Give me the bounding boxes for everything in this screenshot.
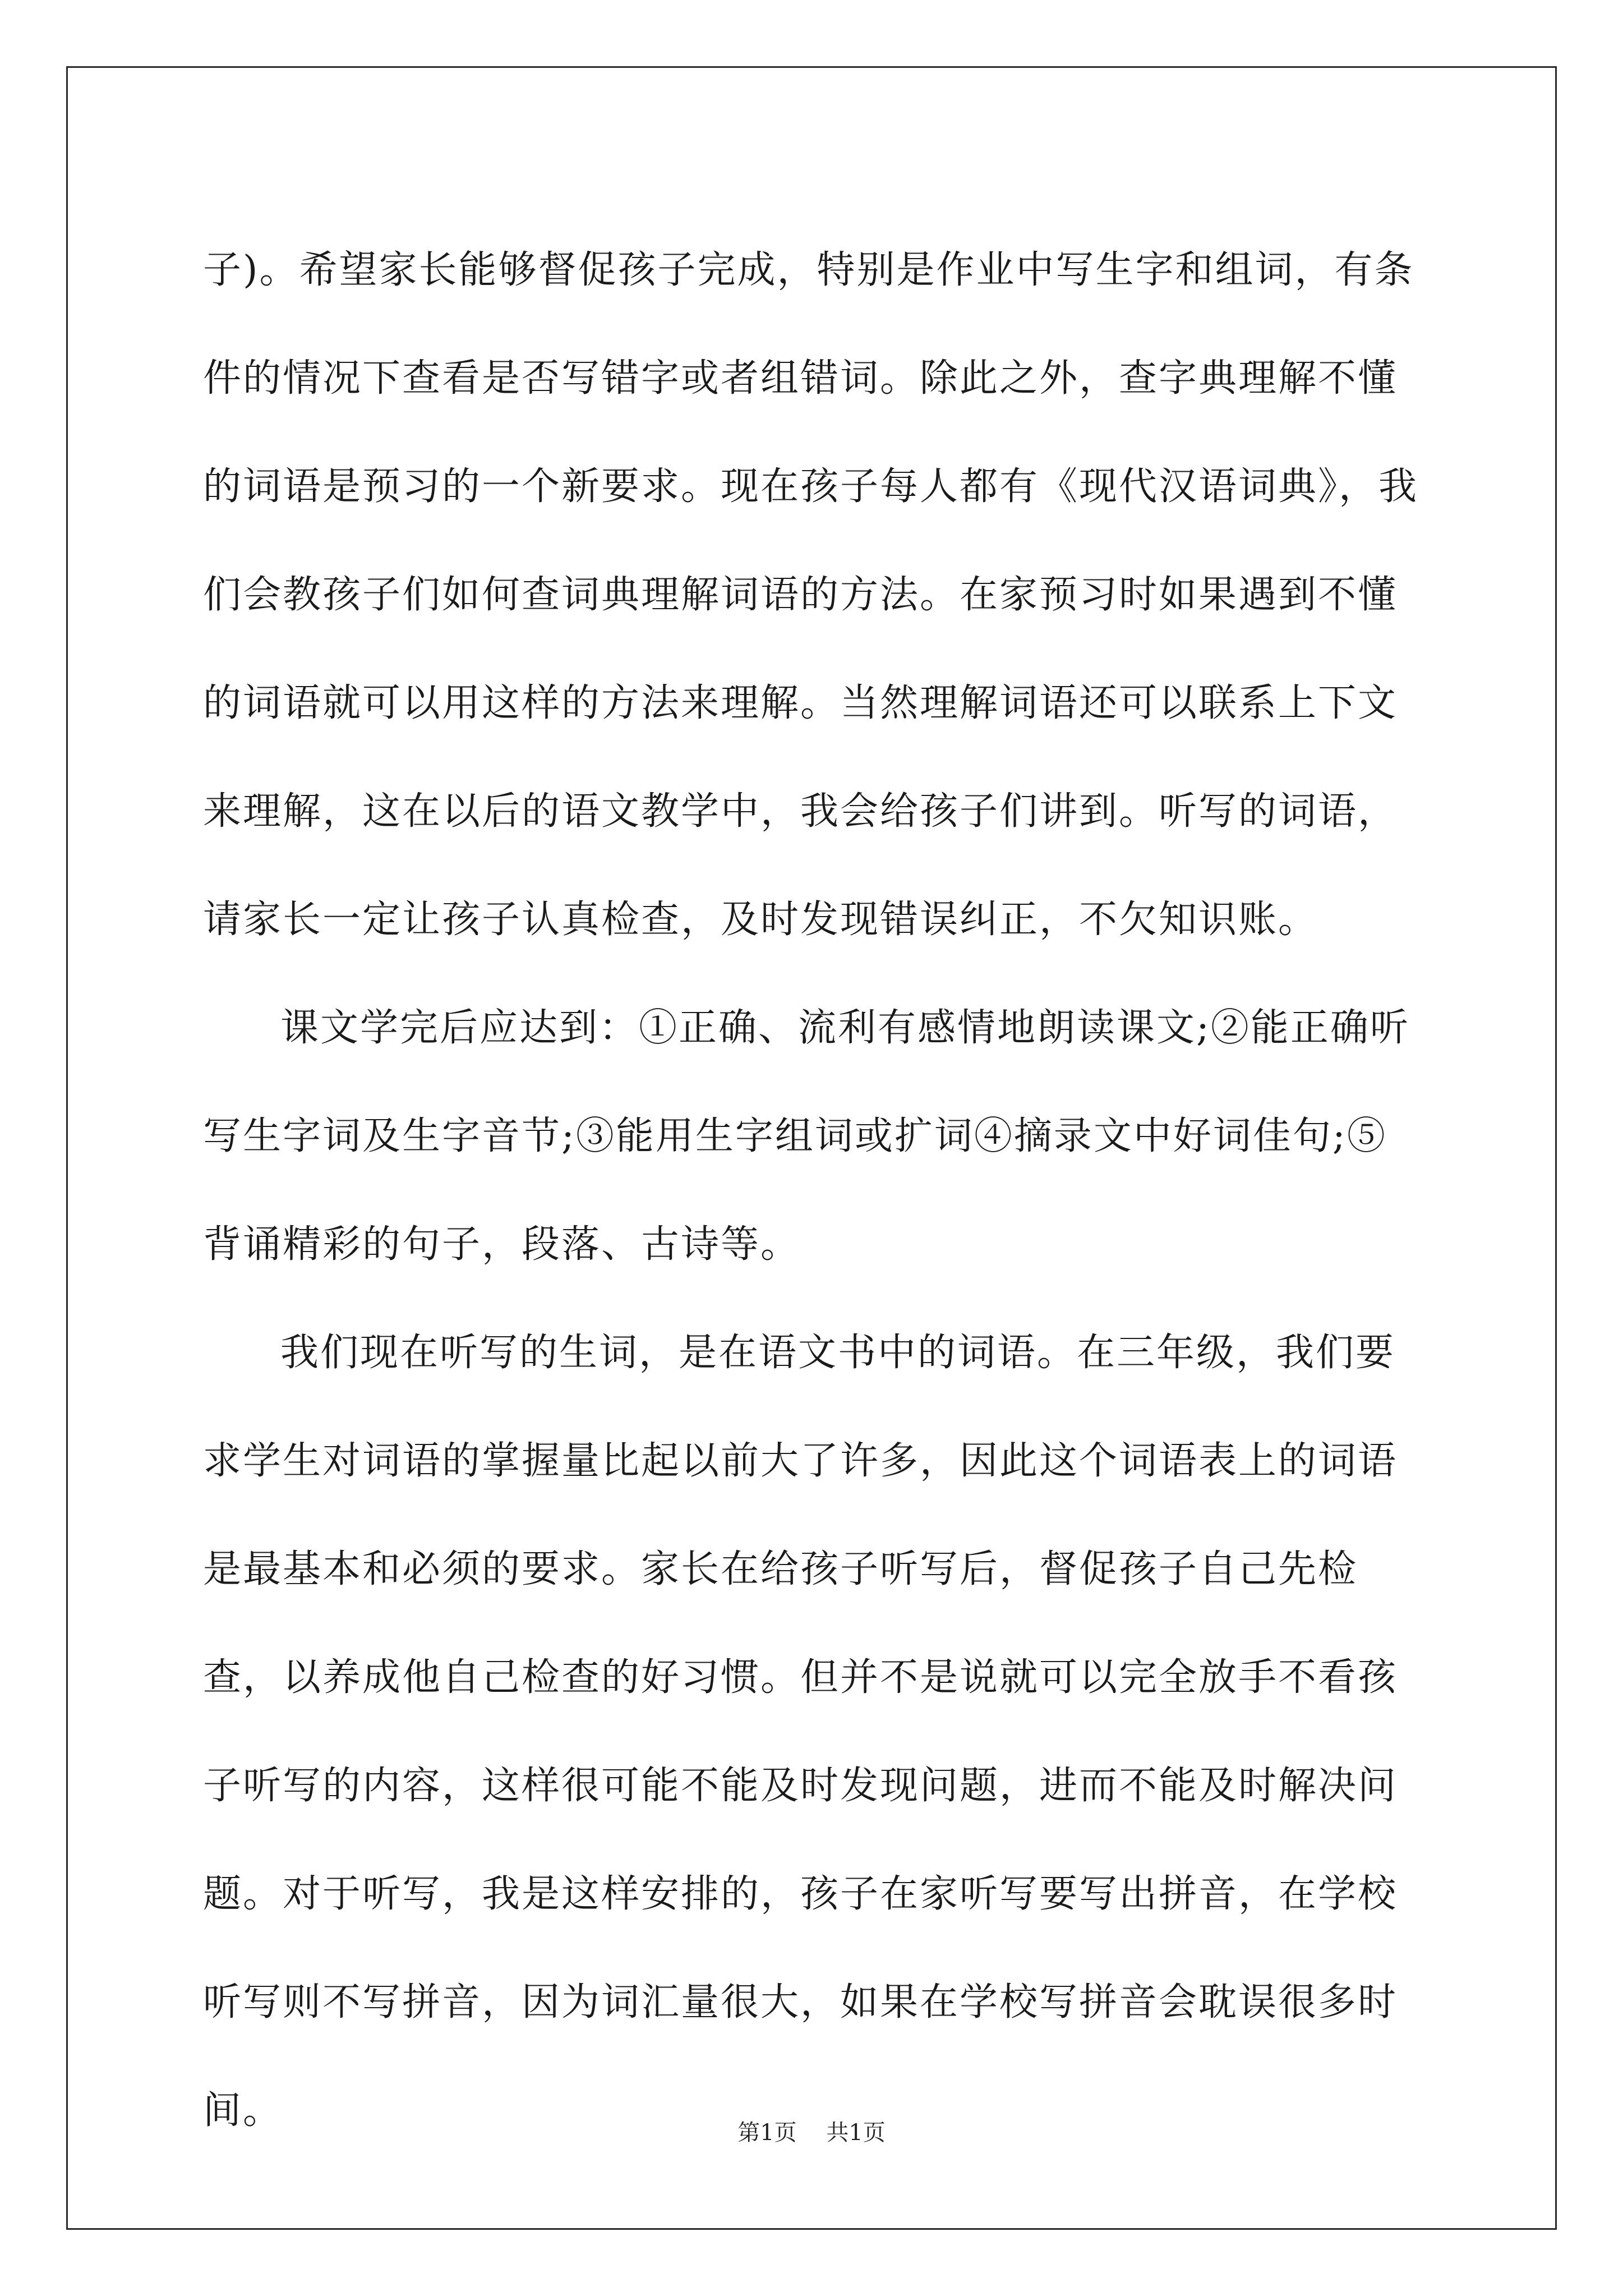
paragraph-1: 子)。希望家长能够督促孩子完成，特别是作业中写生字和组词，有条件的情况下查看是否写错字或者组错词。除此之外，查字典理解不懂的词语是预习的一个新要求。现在孩子每人都有《现代汉语词典》，我们会教孩子们如何查词典理解词语的方法。在家预习时如果遇到不懂的词语就可以用这样的方法来理解。当然理解词语还可以联系上下文来理解，这在以后的语文教学中，我会给孩子们讲到。听写的词语，请家长一定让孩子认真检查，及时发现错误纠正，不欠知识账。 — [203, 248, 1419, 942]
paragraph-3: 我们现在听写的生词，是在语文书中的词语。在三年级，我们要求学生对词语的掌握量比起以前大了许多，因此这个词语表上的词语是最基本和必须的要求。家长在给孩子听写后，督促孩子自己先检查，以养成他自己检查的好习惯。但并不是说就可以完全放手不看孩子听写的内容，这样很可能不能及时发现问题，进而不能及时解决问题。对于听写，我是这样安排的，孩子在家听写要写出拼音，在学校听写则不写拼音，因为词汇量很大，如果在学校写拼音会耽误很多时间。 — [203, 1331, 1398, 2133]
page-total: 共1页 — [826, 2120, 886, 2146]
paragraph-2: 课文学完后应达到：①正确、流利有感情地朗读课文;②能正确听写生字词及生字音节;③能用生字组词或扩词④摘录文中好词佳句;⑤背诵精彩的句子，段落、古诗等。 — [203, 1006, 1410, 1267]
page-footer — [0, 2115, 1623, 2147]
page-number: 第1页 — [737, 2120, 797, 2146]
document-body — [203, 216, 1426, 2165]
